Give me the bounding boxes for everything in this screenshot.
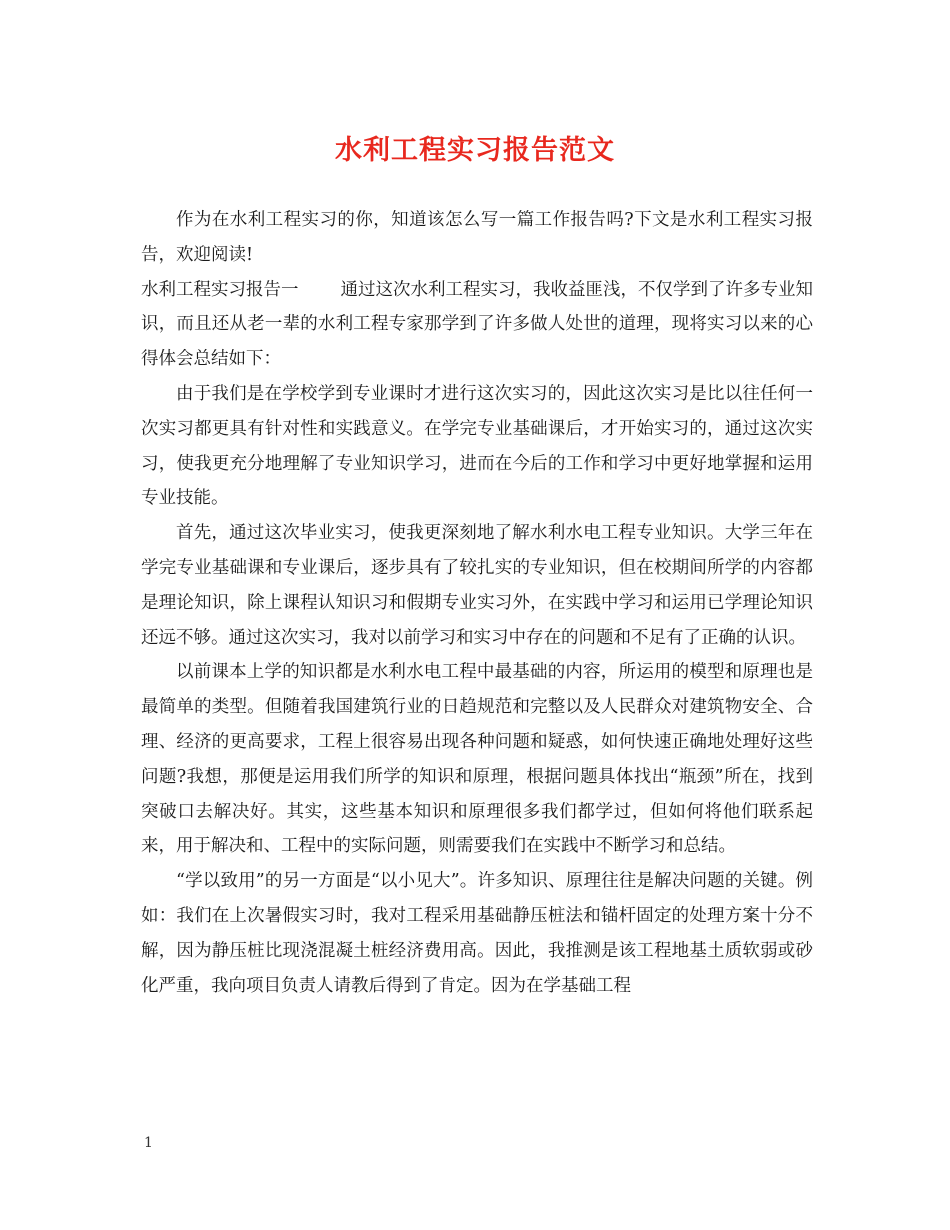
body-paragraph: 首先，通过这次毕业实习，使我更深刻地了解水利水电工程专业知识。大学三年在学完专业基础课和专业课后，逐步具有了较扎实的专业知识，但在校期间所学的内容都是理论知识，除上课程认知识习和假期专业实习外，在实践中学习和运用已学理论知识还远不够。通过这次实习，我对以前学习和实习中存在的问题和不足有了正确的认识。 bbox=[141, 523, 813, 648]
document-body bbox=[141, 203, 813, 1003]
body-paragraph: 以前课本上学的知识都是水利水电工程中最基础的内容，所运用的模型和原理也是最简单的类型。但随着我国建筑行业的日趋规范和完整以及人民群众对建筑物安全、合理、经济的更高要求，工程上很容易出现各种问题和疑惑，如何快速正确地处理好这些问题?我想，那便是运用我们所学的知识和原理，根据问题具体找出“瓶颈”所在，找到突破口去解决好。其实，这些基本知识和原理很多我们都学过，但如何将他们联系起来，用于解决和、工程中的实际问题，则需要我们在实践中不断学习和总结。 bbox=[141, 662, 813, 857]
page-number: 1 bbox=[144, 1135, 153, 1151]
document-title: 水利工程实习报告范文 bbox=[335, 135, 615, 166]
section-text: 通过这次水利工程实习，我收益匪浅，不仅学到了许多专业知识，而且还从老一辈的水利工程专家那学到了许多做人处世的道理，现将实习以来的心得体会总结如下： bbox=[141, 279, 813, 370]
section-heading: 水利工程实习报告一 bbox=[141, 279, 299, 300]
body-paragraph: “学以致用”的另一方面是“以小见大”。许多知识、原理往往是解决问题的关键。例如：我们在上次暑假实习时，我对工程采用基础静压桩法和锚杆固定的处理方案十分不解，因为静压桩比现浇混凝土桩经济费用高。因此，我推测是该工程地基土质软弱或砂化严重，我向项目负责人请教后得到了肯定。因为在学基础工程 bbox=[141, 871, 813, 996]
section-paragraph bbox=[141, 273, 813, 377]
intro-paragraph: 作为在水利工程实习的你，知道该怎么写一篇工作报告吗?下文是水利工程实习报告，欢迎阅读! bbox=[141, 210, 813, 265]
body-paragraph: 由于我们是在学校学到专业课时才进行这次实习的，因此这次实习是比以往任何一次实习都更具有针对性和实践意义。在学完专业基础课后，才开始实习的，通过这次实习，使我更充分地理解了专业知识学习，进而在今后的工作和学习中更好地掌握和运用专业技能。 bbox=[141, 383, 813, 509]
